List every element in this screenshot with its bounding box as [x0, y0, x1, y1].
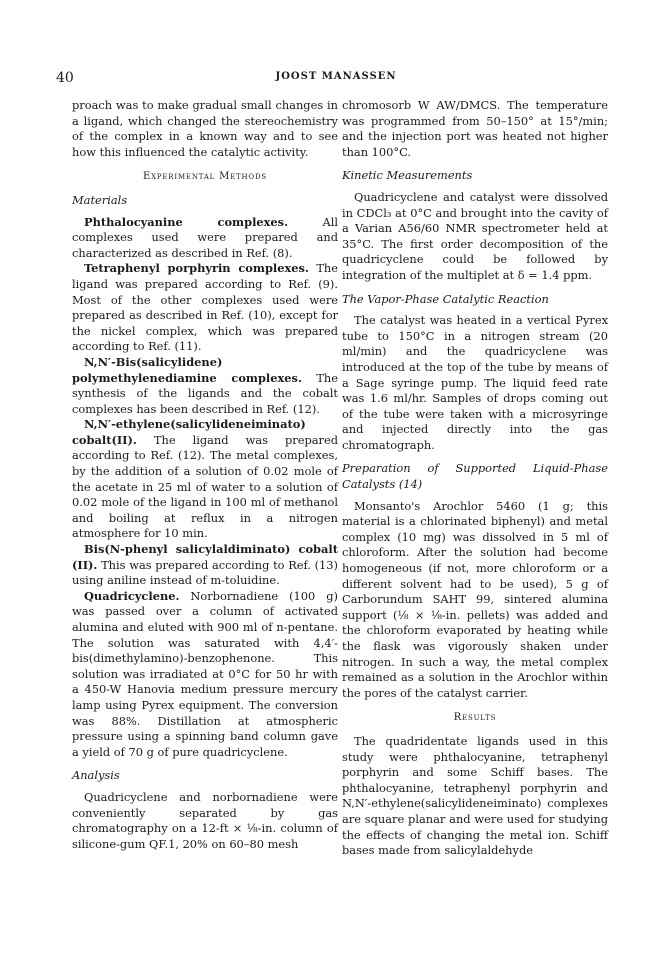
quadricyclene-paragraph: [72, 589, 338, 761]
tetraphenyl-porphyrin-text: The ligand was prepared according to Ref. (9). Most of the other complexes used were prepared as described in Ref. (10), except for the nickel complex, which was prepared according to Ref. (11).: [72, 261, 339, 354]
bis-salicylidene-paragraph: [72, 355, 338, 417]
phthalocyanine-runin: Phthalocyanine complexes.: [84, 214, 289, 229]
analysis-paragraph: Quadricyclene and norbornadiene were conveniently separated by gas chromatography on a 12-ft × ⅛-in. column of silicone-gum QF.1, 20% on 60–80 mesh: [72, 789, 338, 851]
right-column: [342, 98, 608, 859]
phthalocyanine-paragraph: [72, 215, 338, 262]
vapor-phase-paragraph: The catalyst was heated in a vertical Pyrex tube to 150°C in a nitrogen stream (20 ml/min) and the quadricyclene was introduced at the top of the tube by means of a Sage syringe pump. The liquid feed rate was 1.6 ml/hr. Samples of drops coming out of the tube were taken with a microsyringe and injected directly into the gas chromatograph.: [342, 313, 608, 452]
page-header: [56, 70, 616, 86]
bis-salicylidene-text: The synthesis of the ligands and the cobalt complexes has been described in Ref. (12).: [72, 370, 338, 416]
kinetic-measurements-heading: Kinetic Measurements: [342, 168, 473, 183]
experimental-methods-heading: Experimental Methods: [143, 171, 267, 183]
ethylene-cobalt-runin: N,N′-ethylene(salicylideneiminato) cobalt(II).: [72, 417, 306, 447]
ethylene-cobalt-paragraph: [72, 417, 338, 542]
bis-phenyl-text: This was prepared according to Ref. (13) using aniline instead of m-toluidine.: [72, 557, 338, 588]
preparation-paragraph: Monsanto's Arochlor 5460 (1 g; this material is a chlorinated biphenyl) and metal complex (10 mg) was dissolved in 5 ml of chloroform. After the solution had become homogeneous (if not, more chloroform or a different solvent had to be used), 5 g of Carborundum SAHT 99, sintered alumina support (⅛ × ⅛-in. pellets) was added and the chloroform evaporated by heating while the flask was vigorously shaken under nitrogen. In such a way, the metal complex remained as a solution in the Arochlor within the pores of the catalyst carrier.: [342, 498, 608, 700]
quadricyclene-runin: Quadricyclene.: [84, 588, 180, 603]
results-paragraph: The quadridentate ligands used in this study were phthalocyanine, tetraphenyl porphyrin and some Schiff bases. The phthalocyanine, tetraphenyl porphyrin and N,N′-ethylene(salicylideneiminato) complexes are square planar and were used for studying the effects of changing the metal ion. Schiff bases made from salicylaldehyde: [342, 733, 608, 858]
ethylene-cobalt-text: The ligand was prepared according to Ref. (12). The metal complexes, by the addition of a solution of 0.02 mole of the acetate in 25 ml of water to a solution of 0.02 mole of the ligand in 100 ml of methanol and boiling at reflux in a nitrogen atmosphere for 10 min.: [72, 432, 338, 541]
continuation-paragraph: chromosorb W AW/DMCS. The temperature was programmed from 50–150° at 15°/min; and the injection port was heated not higher than 100°C.: [342, 98, 608, 159]
running-head: JOOST MANASSEN: [275, 71, 397, 82]
quadricyclene-text: Norbornadiene (100 g) was passed over a column of activated alumina and eluted with 900 ml of n-pentane. The solution was saturated with 4,4′-bis(dimethylamino)-benzophenone. This solution was irradiated at 0°C for 50 hr with a 450-W Hanovia medium pressure mercury lamp using Pyrex equipment. The conversion was 88%. Distillation at atmospheric pressure using a spinning band column gave a yield of 70 g of pure quadricyclene.: [72, 588, 338, 759]
kinetic-paragraph: Quadricyclene and catalyst were dissolved in CDCl₃ at 0°C and brought into the cavity of a Varian A56/60 NMR spectrometer held at 35°C. The first order decomposition of the quadricyclene could be followed by integration of the multiplet at δ = 1.4 ppm.: [342, 189, 608, 282]
page-number: 40: [56, 70, 74, 86]
tetraphenyl-porphyrin-runin: Tetraphenyl porphyrin complexes.: [84, 261, 309, 276]
analysis-heading: Analysis: [72, 768, 120, 783]
bis-phenyl-paragraph: [72, 542, 338, 589]
results-heading: Results: [453, 712, 497, 724]
intro-paragraph: proach was to make gradual small changes in a ligand, which changed the stereochemistry of the complex in a known way and to see how this influenced the catalytic activity.: [72, 98, 338, 159]
phthalocyanine-text: All complexes used were prepared and characterized as described in Ref. (8).: [72, 214, 338, 260]
tetraphenyl-porphyrin-paragraph: [72, 261, 338, 355]
vapor-phase-heading: The Vapor-Phase Catalytic Reaction: [342, 291, 549, 306]
materials-heading: Materials: [72, 192, 128, 207]
bis-phenyl-runin: Bis(N-phenyl salicylaldiminato) cobalt (II).: [72, 542, 338, 572]
preparation-heading: Preparation of Supported Liquid-Phase Catalysts (14): [342, 461, 608, 492]
bis-salicylidene-runin: N,N′-Bis(salicylidene) polymethylenediamine complexes.: [72, 354, 302, 385]
left-column: [72, 98, 338, 852]
